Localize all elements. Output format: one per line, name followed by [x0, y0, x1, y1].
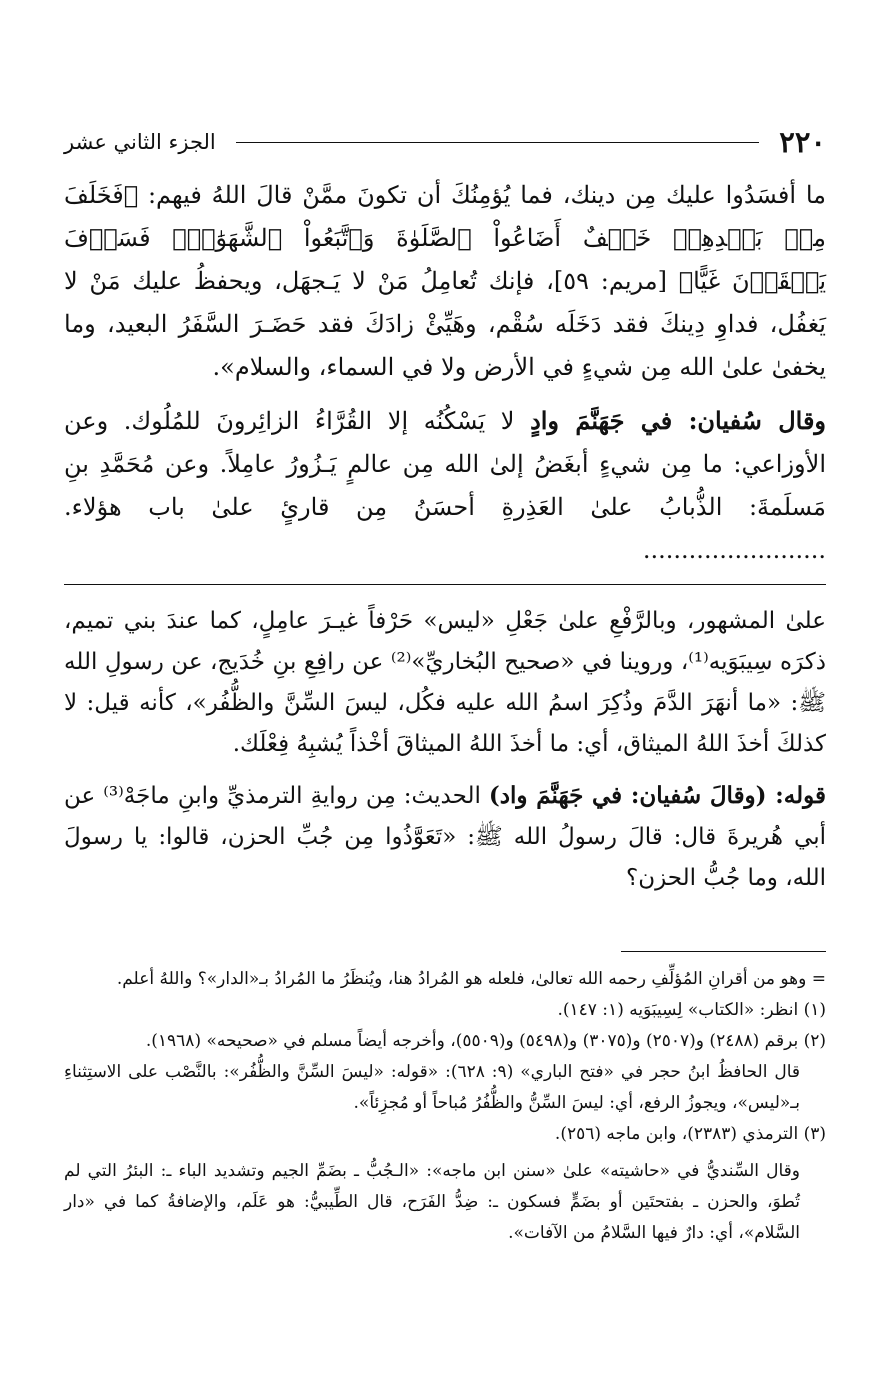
footnote-rule-box [64, 899, 826, 964]
page-header [64, 118, 826, 166]
main-text [64, 174, 826, 572]
header-rule [236, 142, 759, 143]
commentary-paragraph [64, 775, 826, 899]
commentary-lead: قوله: (وقالَ سُفيان: في جَهَنَّمَ واد) [488, 782, 826, 809]
footnote: = وهو من أقرانِ المُؤلِّفِ رحمه الله تعالىٰ، فلعله هو المُرادُ هنا، ويُنظَرُ ما المُرادُ بـ«الدار»؟ واللهُ أعلم. [116, 969, 826, 989]
footnote: (٢) برقم (٢٤٨٨) و(٢٥٠٧) و(٣٠٧٥) و(٥٤٩٨) و(٥٥٠٩)، وأخرجه أيضاً مسلم في «صحيحه» (١٩٦٨). [145, 1031, 826, 1051]
main-paragraph: ما أفسَدُوا عليك مِن دينك، فما يُؤمِنُكَ أن تكونَ ممَّنْ قالَ اللهُ فيهم: ﴿فَخَلَفَ مِنۢ بَعۡدِهِمۡ خَلۡفٌ أَضَاعُواْ ٱلصَّلَوٰةَ وَٱتَّبَعُواْ ٱلشَّهَوَٰتِۖ فَسَوۡفَ يَلۡقَوۡنَ غَيًّا﴾ [مريم: ٥٩]، فإنك تُعامِلُ مَنْ لا يَـجهَل، ويحفظُ عليك مَنْ لا يَغفُل، فداوِ دِينكَ فقد دَخَلَه سُقْم، وهَيِّئْ زادَكَ فقد حَضَـرَ السَّفَرُ البعيد، وما يخفىٰ علىٰ الله مِن شيءٍ في الأرض ولا في السماء، والسلام». [64, 181, 826, 381]
main-rest: لا يَسْكُنُه إلا القُرَّاءُ الزائِرونَ للمُلُوك. وعن الأوزاعي: ما مِن شيءٍ أبغَضُ إلىٰ الله مِن عالمٍ يَـزُورُ عامِلاً. وعن مُحَمَّدِ بنِ مَسلَمةَ: الذُّبابُ علىٰ العَذِرةِ أحسَنُ مِن قارئٍ علىٰ باب هؤلاء. ........................ [64, 407, 826, 564]
footnote: (١) انظر: «الكتاب» لِسِيبَوَيه (١: ١٤٧). [557, 1000, 826, 1020]
book-page [64, 118, 826, 1249]
page-number: ٢٢٠ [779, 125, 826, 159]
footnote-rule [621, 951, 826, 952]
commentary-text [64, 601, 826, 899]
commentary-rest: الحديث: مِن روايةِ الترمذيِّ وابنِ ماجَهْ⁽³⁾ عن أبي هُريرةَ قال: قالَ رسولُ الله ﷺ: «تَعَوَّذُوا مِن جُبِّ الحزن، قالوا: يا رسولَ الله، وما جُبُّ الحزن؟ [64, 783, 826, 891]
footnote: (٣) الترمذي (٢٣٨٣)، وابن ماجه (٢٥٦). [554, 1124, 826, 1144]
main-lead: وقال سُفيان: في جَهَنَّمَ وادٍ [530, 406, 827, 435]
main-separator [64, 584, 826, 585]
main-paragraph [64, 399, 826, 572]
commentary-paragraph: علىٰ المشهور، وبالرَّفْعِ علىٰ جَعْلِ «ليس» حَرْفاً غيـرَ عامِلٍ، كما عندَ بني تميم، ذكرَه سِيبَوَيه⁽¹⁾، وروينا في «صحيح البُخاريِّ»⁽²⁾ عن رافِعِ بنِ خُدَيج، عن رسولِ الله ﷺ: «ما أنهَرَ الدَّمَ وذُكِرَ اسمُ الله عليه فكُل، ليسَ السِّنَّ والظُّفُر»، كأنه قيل: لا كذلكَ أخذَ اللهُ الميثاق، أي: ما أخذَ اللهُ الميثاقَ أخْذاً يُشبِهُ فِعْلَك. [64, 608, 826, 757]
footnotes [64, 964, 826, 1249]
footnote-continuation: وقال السِّنديُّ في «حاشيته» علىٰ «سنن ابن ماجه»: «الـجُبُّ ـ بضَمِّ الجيم وتشديد الباء ـ: البئرُ التي لم تُطوَ، والحزن ـ بفتحتَين أو بضَمٍّ فسكون ـ: ضِدُّ الفَرَح، قال الطِّيبيُّ: هو عَلَم، والإضافةُ كما في «دار السَّلام»، أي: دارٌ فيها السَّلامُ من الآفات». [64, 1161, 801, 1243]
footnote-continuation: قال الحافظُ ابنُ حجر في «فتح الباري» (٩: ٦٢٨): «قوله: «ليسَ السِّنَّ والظُّفُر»: بالنَّصْب على الاستِثناءِ بـ«ليس»، ويجوزُ الرفع، أي: ليسَ السِّنُّ والظُّفُرُ مُباحاً أو مُجزِئاً». [64, 1062, 801, 1113]
part-title: الجزء الثاني عشر [64, 130, 216, 154]
